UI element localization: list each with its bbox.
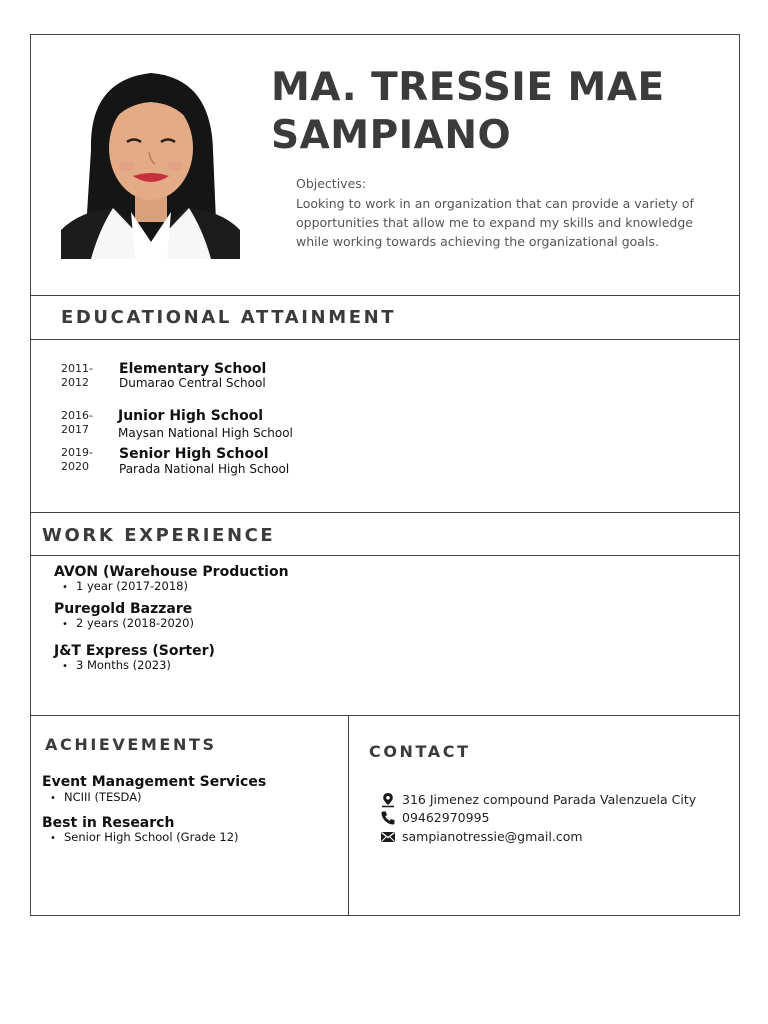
contact-phone: 09462970995 xyxy=(402,810,490,825)
work-title: WORK EXPERIENCE xyxy=(42,525,276,546)
contact-email[interactable]: sampianotressie@gmail.com xyxy=(402,829,583,844)
achievement-detail: • Senior High School (Grade 12) xyxy=(50,830,239,844)
education-years: 2011- 2012 xyxy=(61,362,93,389)
objectives-label: Objectives: xyxy=(296,176,366,191)
education-level: Elementary School xyxy=(119,361,267,377)
contact-title: CONTACT xyxy=(369,742,471,761)
full-name: MA. TRESSIE MAE SAMPIANO xyxy=(271,65,665,158)
achievement-title: Event Management Services xyxy=(42,774,267,790)
job-detail: • 1 year (2017-2018) xyxy=(62,579,188,593)
job-detail: • 2 years (2018-2020) xyxy=(62,616,194,630)
job-title: AVON (Warehouse Production xyxy=(54,564,289,580)
education-school: Parada National High School xyxy=(119,462,290,476)
divider-education-title xyxy=(30,339,740,340)
divider-work-title xyxy=(30,555,740,556)
education-years: 2019- 2020 xyxy=(61,446,93,473)
profile-photo xyxy=(61,70,240,259)
divider-education xyxy=(30,512,740,513)
job-detail: • 3 Months (2023) xyxy=(62,658,171,672)
education-title: EDUCATIONAL ATTAINMENT xyxy=(61,307,397,328)
divider-achievements-contact xyxy=(348,715,349,916)
objectives-text: Looking to work in an organization that can provide a variety of opportunities that allow me to expand my skills and knowledge while working towards achieving the organizational goals. xyxy=(296,196,694,249)
achievements-title: ACHIEVEMENTS xyxy=(45,735,217,754)
envelope-icon xyxy=(380,829,396,845)
education-school: Dumarao Central School xyxy=(119,376,266,390)
education-level: Senior High School xyxy=(119,446,269,462)
education-years: 2016- 2017 xyxy=(61,409,93,436)
divider-work xyxy=(30,715,740,716)
achievement-title: Best in Research xyxy=(42,815,175,831)
education-school: Maysan National High School xyxy=(118,426,293,440)
job-title: Puregold Bazzare xyxy=(54,601,193,617)
achievement-detail: • NCIII (TESDA) xyxy=(50,790,142,804)
location-pin-icon xyxy=(380,792,396,808)
job-title: J&T Express (Sorter) xyxy=(54,643,215,659)
education-level: Junior High School xyxy=(118,408,264,424)
contact-address: 316 Jimenez compound Parada Valenzuela City xyxy=(402,792,697,807)
divider-header xyxy=(30,295,740,296)
phone-icon xyxy=(380,810,396,826)
